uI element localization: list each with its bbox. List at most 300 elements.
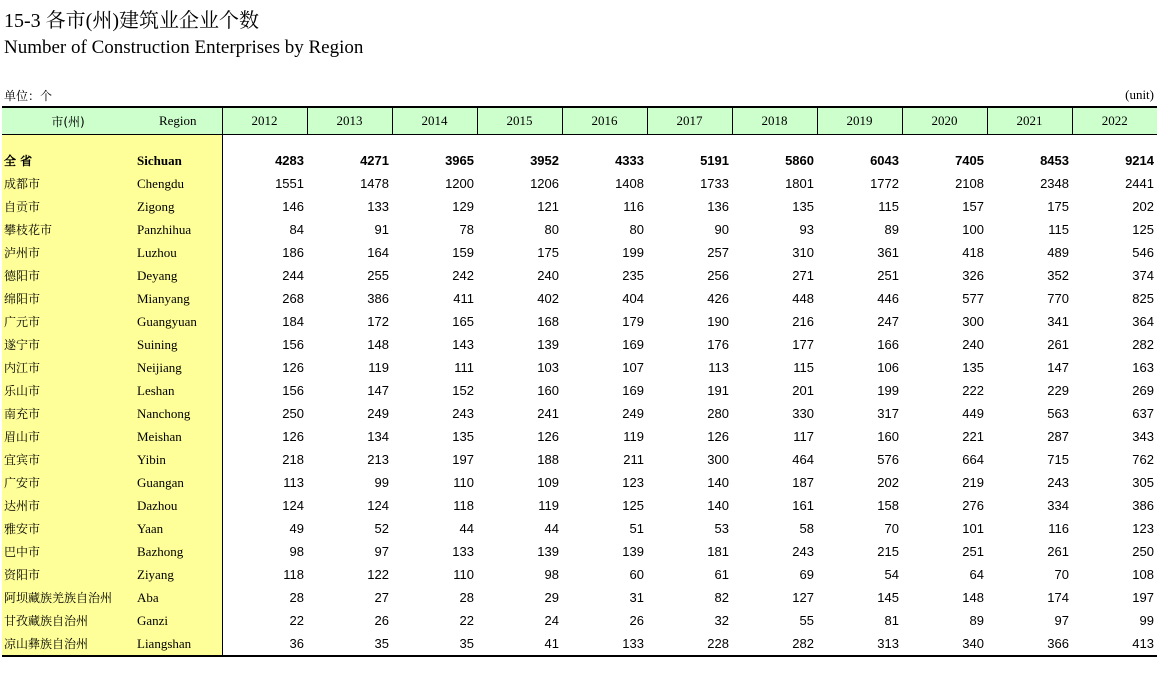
value-cell: 271 [792, 268, 814, 283]
value-cell: 121 [537, 199, 559, 214]
region-name-cn: 阿坝藏族羌族自治州 [2, 586, 134, 609]
value-cell: 26 [629, 613, 644, 628]
value-cell: 97 [1054, 613, 1069, 628]
value-cell: 235 [622, 268, 644, 283]
table-row [2, 356, 1157, 379]
region-name-cn: 全 省 [2, 149, 134, 172]
value-cell: 69 [799, 567, 814, 582]
value-cell: 106 [877, 360, 899, 375]
value-cell: 129 [452, 199, 474, 214]
value-cell: 317 [877, 406, 899, 421]
value-cell: 64 [969, 567, 984, 582]
column-header-year: 2020 [902, 107, 987, 135]
value-cell: 99 [1139, 613, 1154, 628]
region-name-cn: 遂宁市 [2, 333, 134, 356]
page-title-english: Number of Construction Enterprises by Region [4, 37, 364, 58]
column-header-year: 2013 [307, 107, 392, 135]
unit-label-chinese: 单位：个 [4, 89, 53, 103]
page-title-chinese: 15-3 各市(州)建筑业企业个数 [4, 10, 259, 32]
value-cell: 191 [707, 383, 729, 398]
value-cell: 243 [792, 544, 814, 559]
value-cell: 402 [537, 291, 559, 306]
value-cell: 637 [1132, 406, 1154, 421]
column-header-year: 2018 [732, 107, 817, 135]
value-cell: 110 [453, 567, 474, 582]
region-name-cn: 达州市 [2, 494, 134, 517]
value-cell: 1772 [870, 176, 899, 191]
region-name-cn: 成都市 [2, 172, 134, 195]
value-cell: 202 [1132, 199, 1154, 214]
value-cell: 343 [1132, 429, 1154, 444]
value-cell: 404 [622, 291, 644, 306]
table-row [2, 494, 1157, 517]
value-cell: 90 [714, 222, 729, 237]
value-cell: 255 [367, 268, 389, 283]
column-header-year: 2021 [987, 107, 1072, 135]
value-cell: 115 [793, 360, 814, 375]
spacer-cell [222, 135, 1157, 150]
value-cell: 89 [884, 222, 899, 237]
value-cell: 123 [1132, 521, 1154, 536]
value-cell: 103 [537, 360, 559, 375]
value-cell: 116 [1048, 521, 1069, 536]
value-cell: 190 [707, 314, 729, 329]
value-cell: 3952 [530, 153, 559, 168]
value-cell: 147 [1047, 360, 1069, 375]
value-cell: 269 [1132, 383, 1154, 398]
value-cell: 29 [544, 590, 559, 605]
region-name-en: Dazhou [134, 494, 222, 517]
value-cell: 35 [392, 632, 477, 656]
value-cell: 147 [367, 383, 389, 398]
value-cell: 80 [629, 222, 644, 237]
value-cell: 411 [453, 291, 474, 306]
value-cell: 55 [799, 613, 814, 628]
value-cell: 2441 [1125, 176, 1154, 191]
value-cell: 489 [1047, 245, 1069, 260]
region-name-cn: 资阳市 [2, 563, 134, 586]
region-name-en: Ziyang [134, 563, 222, 586]
region-name-cn: 自贡市 [2, 195, 134, 218]
value-cell: 247 [877, 314, 899, 329]
value-cell: 135 [792, 199, 814, 214]
value-cell: 202 [877, 475, 899, 490]
value-cell: 240 [962, 337, 984, 352]
value-cell: 186 [282, 245, 304, 260]
value-cell: 98 [544, 567, 559, 582]
value-cell: 418 [962, 245, 984, 260]
value-cell: 243 [452, 406, 474, 421]
table-row [2, 310, 1157, 333]
value-cell: 84 [289, 222, 304, 237]
value-cell: 119 [538, 498, 559, 513]
value-cell: 97 [374, 544, 389, 559]
value-cell: 221 [962, 429, 984, 444]
value-cell: 169 [622, 383, 644, 398]
value-cell: 118 [283, 567, 304, 582]
value-cell: 136 [707, 199, 729, 214]
value-cell: 240 [537, 268, 559, 283]
value-cell: 98 [289, 544, 304, 559]
region-name-en: Leshan [134, 379, 222, 402]
value-cell: 211 [623, 452, 644, 467]
region-name-en: Suining [134, 333, 222, 356]
region-name-cn: 宜宾市 [2, 448, 134, 471]
value-cell: 140 [707, 475, 729, 490]
value-cell: 41 [477, 632, 562, 656]
value-cell: 133 [367, 199, 389, 214]
value-cell: 165 [452, 314, 474, 329]
value-cell: 216 [792, 314, 814, 329]
spacer-cell [134, 135, 222, 150]
table-row [2, 172, 1157, 195]
table-row [2, 540, 1157, 563]
value-cell: 546 [1132, 245, 1154, 260]
value-cell: 172 [367, 314, 389, 329]
value-cell: 199 [877, 383, 899, 398]
table-header-row [2, 107, 1157, 135]
value-cell: 187 [792, 475, 814, 490]
value-cell: 276 [962, 498, 984, 513]
value-cell: 148 [367, 337, 389, 352]
value-cell: 184 [282, 314, 304, 329]
value-cell: 341 [1047, 314, 1069, 329]
value-cell: 115 [878, 199, 899, 214]
region-name-en: Sichuan [134, 149, 222, 172]
value-cell: 115 [1048, 222, 1069, 237]
value-cell: 27 [374, 590, 389, 605]
column-header-region-cn: 市(州) [2, 107, 134, 135]
table-row [2, 264, 1157, 287]
value-cell: 133 [452, 544, 474, 559]
value-cell: 168 [537, 314, 559, 329]
value-cell: 364 [1132, 314, 1154, 329]
region-name-cn: 眉山市 [2, 425, 134, 448]
region-name-cn: 广元市 [2, 310, 134, 333]
value-cell: 2348 [1040, 176, 1069, 191]
value-cell: 32 [714, 613, 729, 628]
value-cell: 1801 [785, 176, 814, 191]
value-cell: 5860 [785, 153, 814, 168]
value-cell: 152 [452, 383, 474, 398]
value-cell: 242 [452, 268, 474, 283]
value-cell: 123 [622, 475, 644, 490]
value-cell: 176 [707, 337, 729, 352]
value-cell: 22 [289, 613, 304, 628]
value-cell: 300 [962, 314, 984, 329]
value-cell: 110 [453, 475, 474, 490]
value-cell: 446 [877, 291, 899, 306]
value-cell: 108 [1132, 567, 1154, 582]
region-name-en: Panzhihua [134, 218, 222, 241]
region-name-cn: 泸州市 [2, 241, 134, 264]
value-cell: 143 [452, 337, 474, 352]
value-cell: 313 [817, 632, 902, 656]
value-cell: 330 [792, 406, 814, 421]
region-name-en: Mianyang [134, 287, 222, 310]
value-cell: 91 [374, 222, 389, 237]
value-cell: 44 [459, 521, 474, 536]
table-row [2, 563, 1157, 586]
value-cell: 156 [282, 383, 304, 398]
value-cell: 448 [792, 291, 814, 306]
value-cell: 201 [792, 383, 814, 398]
value-cell: 164 [367, 245, 389, 260]
value-cell: 126 [537, 429, 559, 444]
region-name-en: Bazhong [134, 540, 222, 563]
value-cell: 53 [714, 521, 729, 536]
value-cell: 464 [792, 452, 814, 467]
value-cell: 175 [537, 245, 559, 260]
value-cell: 122 [367, 567, 389, 582]
value-cell: 93 [799, 222, 814, 237]
value-cell: 119 [623, 429, 644, 444]
value-cell: 58 [799, 521, 814, 536]
value-cell: 229 [1047, 383, 1069, 398]
value-cell: 241 [537, 406, 559, 421]
value-cell: 1478 [360, 176, 389, 191]
value-cell: 52 [374, 521, 389, 536]
region-name-en: Aba [134, 586, 222, 609]
value-cell: 287 [1047, 429, 1069, 444]
column-header-year: 2022 [1072, 107, 1157, 135]
column-header-year: 2019 [817, 107, 902, 135]
value-cell: 82 [714, 590, 729, 605]
value-cell: 127 [792, 590, 814, 605]
value-cell: 261 [1047, 544, 1069, 559]
value-cell: 4271 [360, 153, 389, 168]
value-cell: 99 [374, 475, 389, 490]
value-cell: 81 [884, 613, 899, 628]
table-row [2, 609, 1157, 632]
value-cell: 124 [367, 498, 389, 513]
value-cell: 188 [537, 452, 559, 467]
region-name-cn: 雅安市 [2, 517, 134, 540]
value-cell: 762 [1132, 452, 1154, 467]
value-cell: 139 [537, 337, 559, 352]
value-cell: 125 [622, 498, 644, 513]
region-name-cn: 内江市 [2, 356, 134, 379]
table-row [2, 379, 1157, 402]
unit-label-english: (unit) [1125, 87, 1154, 102]
value-cell: 218 [282, 452, 304, 467]
value-cell: 70 [1054, 567, 1069, 582]
value-cell: 145 [877, 590, 899, 605]
value-cell: 107 [622, 360, 644, 375]
value-cell: 243 [1047, 475, 1069, 490]
value-cell: 51 [629, 521, 644, 536]
value-cell: 161 [792, 498, 814, 513]
value-cell: 563 [1047, 406, 1069, 421]
value-cell: 157 [962, 199, 984, 214]
value-cell: 280 [707, 406, 729, 421]
value-cell: 2108 [955, 176, 984, 191]
value-cell: 179 [622, 314, 644, 329]
region-name-en: Chengdu [134, 172, 222, 195]
value-cell: 111 [454, 360, 474, 375]
table-row [2, 287, 1157, 310]
value-cell: 9214 [1125, 153, 1154, 168]
value-cell: 22 [459, 613, 474, 628]
value-cell: 31 [629, 590, 644, 605]
value-cell: 60 [629, 567, 644, 582]
value-cell: 78 [459, 222, 474, 237]
value-cell: 244 [282, 268, 304, 283]
value-cell: 282 [732, 632, 817, 656]
value-cell: 449 [962, 406, 984, 421]
value-cell: 28 [289, 590, 304, 605]
value-cell: 374 [1132, 268, 1154, 283]
value-cell: 770 [1047, 291, 1069, 306]
spacer-cell [2, 135, 134, 150]
value-cell: 577 [962, 291, 984, 306]
value-cell: 282 [1132, 337, 1154, 352]
table-row [2, 448, 1157, 471]
value-cell: 148 [962, 590, 984, 605]
table-row [2, 517, 1157, 540]
value-cell: 61 [714, 567, 729, 582]
value-cell: 174 [1047, 590, 1069, 605]
region-name-en: Liangshan [134, 632, 222, 656]
table-row [2, 471, 1157, 494]
column-header-year: 2015 [477, 107, 562, 135]
value-cell: 1551 [275, 176, 304, 191]
value-cell: 119 [368, 360, 389, 375]
region-name-en: Yibin [134, 448, 222, 471]
value-cell: 117 [793, 429, 814, 444]
region-name-en: Nanchong [134, 402, 222, 425]
value-cell: 352 [1047, 268, 1069, 283]
value-cell: 249 [367, 406, 389, 421]
table-row [2, 241, 1157, 264]
value-cell: 250 [1132, 544, 1154, 559]
value-cell: 113 [708, 360, 729, 375]
value-cell: 44 [544, 521, 559, 536]
value-cell: 135 [452, 429, 474, 444]
value-cell: 100 [962, 222, 984, 237]
region-name-en: Ganzi [134, 609, 222, 632]
region-name-en: Guangyuan [134, 310, 222, 333]
value-cell: 361 [877, 245, 899, 260]
value-cell: 166 [877, 337, 899, 352]
table-row [2, 402, 1157, 425]
value-cell: 26 [374, 613, 389, 628]
value-cell: 54 [884, 567, 899, 582]
value-cell: 310 [792, 245, 814, 260]
spacer-row [2, 135, 1157, 150]
table-row [2, 333, 1157, 356]
region-name-cn: 攀枝花市 [2, 218, 134, 241]
value-cell: 135 [962, 360, 984, 375]
value-cell: 169 [622, 337, 644, 352]
value-cell: 139 [537, 544, 559, 559]
value-cell: 134 [367, 429, 389, 444]
region-name-cn: 乐山市 [2, 379, 134, 402]
column-header-year: 2016 [562, 107, 647, 135]
value-cell: 156 [282, 337, 304, 352]
value-cell: 109 [537, 475, 559, 490]
value-cell: 146 [282, 199, 304, 214]
column-header-year: 2012 [222, 107, 307, 135]
region-name-en: Deyang [134, 264, 222, 287]
value-cell: 8453 [1040, 153, 1069, 168]
value-cell: 181 [707, 544, 729, 559]
value-cell: 576 [877, 452, 899, 467]
value-cell: 160 [537, 383, 559, 398]
value-cell: 113 [283, 475, 304, 490]
table-body [2, 135, 1157, 657]
value-cell: 249 [622, 406, 644, 421]
value-cell: 160 [877, 429, 899, 444]
value-cell: 6043 [870, 153, 899, 168]
value-cell: 334 [1047, 498, 1069, 513]
value-cell: 251 [962, 544, 984, 559]
value-cell: 139 [622, 544, 644, 559]
region-name-en: Guangan [134, 471, 222, 494]
region-name-en: Neijiang [134, 356, 222, 379]
value-cell: 133 [562, 632, 647, 656]
value-cell: 116 [623, 199, 644, 214]
value-cell: 126 [707, 429, 729, 444]
value-cell: 163 [1132, 360, 1154, 375]
region-name-cn: 凉山彝族自治州 [2, 632, 134, 656]
value-cell: 300 [707, 452, 729, 467]
region-name-cn: 绵阳市 [2, 287, 134, 310]
value-cell: 1200 [445, 176, 474, 191]
value-cell: 251 [877, 268, 899, 283]
value-cell: 124 [282, 498, 304, 513]
table-row [2, 632, 1157, 656]
value-cell: 126 [282, 360, 304, 375]
value-cell: 426 [707, 291, 729, 306]
value-cell: 386 [1132, 498, 1154, 513]
value-cell: 1408 [615, 176, 644, 191]
value-cell: 366 [987, 632, 1072, 656]
value-cell: 715 [1047, 452, 1069, 467]
value-cell: 28 [459, 590, 474, 605]
table-row [2, 425, 1157, 448]
value-cell: 80 [544, 222, 559, 237]
value-cell: 125 [1132, 222, 1154, 237]
value-cell: 197 [452, 452, 474, 467]
value-cell: 49 [289, 521, 304, 536]
value-cell: 24 [544, 613, 559, 628]
table-row [2, 218, 1157, 241]
value-cell: 118 [453, 498, 474, 513]
value-cell: 257 [707, 245, 729, 260]
enterprise-table [2, 106, 1157, 657]
region-name-en: Luzhou [134, 241, 222, 264]
value-cell: 1206 [530, 176, 559, 191]
value-cell: 222 [962, 383, 984, 398]
table-row [2, 586, 1157, 609]
value-cell: 256 [707, 268, 729, 283]
value-cell: 3965 [445, 153, 474, 168]
value-cell: 250 [282, 406, 304, 421]
value-cell: 35 [307, 632, 392, 656]
value-cell: 177 [792, 337, 814, 352]
region-name-cn: 南充市 [2, 402, 134, 425]
value-cell: 4333 [615, 153, 644, 168]
value-cell: 825 [1132, 291, 1154, 306]
value-cell: 70 [884, 521, 899, 536]
value-cell: 326 [962, 268, 984, 283]
value-cell: 213 [367, 452, 389, 467]
value-cell: 4283 [275, 153, 304, 168]
column-header-year: 2014 [392, 107, 477, 135]
value-cell: 199 [622, 245, 644, 260]
value-cell: 261 [1047, 337, 1069, 352]
